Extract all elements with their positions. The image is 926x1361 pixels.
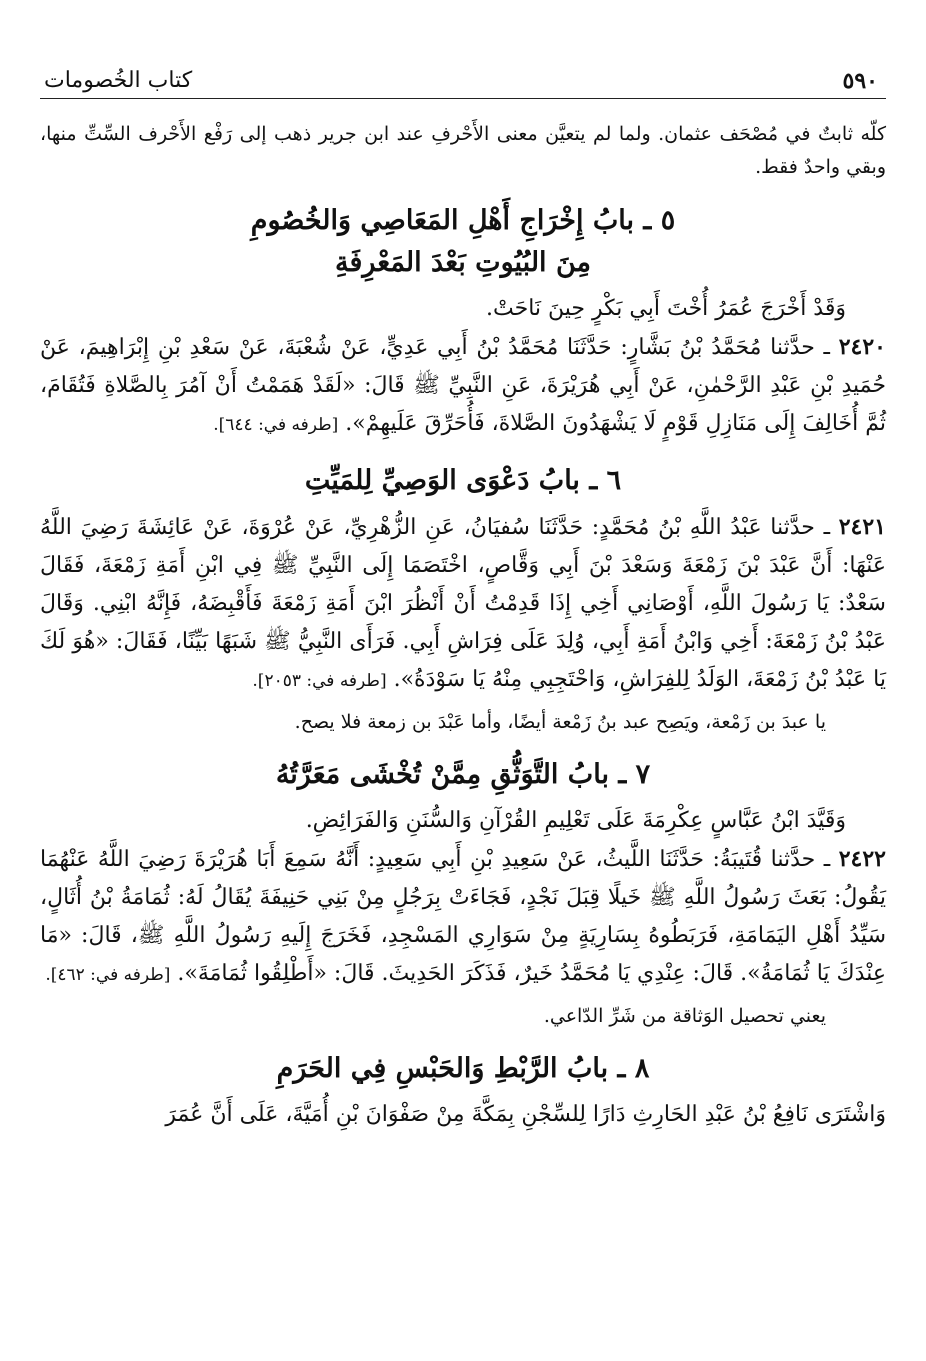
page-content: [40, 118, 886, 1134]
hadith-2422: [40, 840, 886, 994]
hadith-number: ٢٤٢٢: [838, 846, 886, 872]
chapter-title-line: ٦ ـ بابُ دَعْوَى الوَصِيِّ لِلمَيِّتِ: [304, 465, 622, 496]
hadith-text: ـ حدَّثنا مُحَمَّدُ بْنُ بَشَّارٍ: حَدَّثَنَا مُحَمَّدُ بْنُ أَبِي عَدِيٍّ، عَنْ شُعْبَةَ، عَنْ سَعْدِ بْنِ إِبْرَاهِيمَ، عَنْ حُمَيدِ بْنِ عَبْدِ الرَّحْمٰنِ، عَنْ أَبِي هُرَيْرَةَ، عَنِ النَّبِيِّ ﷺ قَالَ: «لَقَدْ هَمَمْتُ أَنْ آمُرَ بِالصَّلاةِ فَتُقَامَ، ثُمَّ أُخَالِفَ إِلَى مَنَازِلِ قَوْمٍ لَا يَشْهَدُونَ الصَّلاةَ، فَأُحَرِّقَ عَلَيهِمْ».: [40, 335, 886, 436]
hadith-text: ـ حدَّثنا قُتَيبَةُ: حَدَّثَنَا اللَّيثُ، عَنْ سَعِيدِ بْنِ أَبِي سَعِيدٍ: أَنَّهُ سَمِعَ أَبَا هُرَيْرَةَ رَضِيَ اللَّهُ عَنْهُمَا يَقُولُ: بَعَثَ رَسُولُ اللَّهِ ﷺ خَيلًا قِبَلَ نَجْدٍ، فَجَاءَتْ بِرَجُلٍ مِنْ بَنِي حَنِيفَةَ يُقَالُ لَهُ: ثُمَامَةُ بْنُ أُثَالٍ، سَيِّدُ أَهْلِ اليَمَامَةِ، فَرَبَطُوهُ بِسَارِيَةٍ مِنْ سَوَارِي المَسْجِدِ، فَخَرَجَ إِلَيهِ رَسُولُ اللَّهِ ﷺ، قَالَ: «مَا عِنْدَكَ يَا ثُمَامَةُ». قَالَ: عِنْدِي يَا مُحَمَّدُ خَيرٌ، فَذَكَرَ الحَدِيثَ. قَالَ: «أَطْلِقُوا ثُمَامَةَ».: [40, 847, 886, 986]
book-page: [40, 0, 886, 1361]
hadith-number: ٢٤٢١: [838, 514, 886, 540]
cross-reference: [طرفه في: ٢٠٥٣].: [252, 671, 387, 691]
chapter-heading-5: [40, 200, 886, 284]
chapter-heading-8: [40, 1048, 886, 1090]
chapter-heading-6: [40, 460, 886, 502]
top-commentary: كلّه ثابتٌ في مُصْحَف عثمان. ولما لم يتعيَّن معنى الأَحْرفِ عند ابن جرير ذهب إلى رَفْع الأَحْرف السِّتِّ منها، وبقي واحدٌ فقط.: [40, 123, 886, 178]
chapter-tarjama-7: وَقَيَّدَ ابْنُ عَبَّاسٍ عِكْرِمَةَ عَلَى تَعْلِيمِ القُرْآنِ وَالسُّنَنِ وَالفَرَائِضِ.: [305, 808, 846, 833]
running-header: [40, 62, 886, 99]
page-number: ٥٩٠: [842, 68, 878, 94]
chapter-title-line: ٨ ـ بابُ الرَّبْطِ وَالحَبْسِ فِي الحَرَمِ: [276, 1053, 650, 1084]
chapter-heading-7: [40, 754, 886, 796]
chapter-tarjama-8: وَاشْتَرَى نَافِعُ بْنُ عَبْدِ الحَارِثِ دَارًا لِلسِّجْنِ بِمَكَّةَ مِنْ صَفْوَانَ بْنِ أُمَيَّةَ، عَلَى أَنَّ عُمَرَ: [165, 1102, 886, 1127]
commentary-note-7: يعني تحصيل الوَثاقة من شَرِّ الدّاعي.: [543, 1005, 826, 1027]
cross-reference: [طرفه في: ٦٤٤].: [213, 415, 339, 435]
cross-reference: [طرفه في: ٤٦٢].: [45, 965, 171, 985]
chapter-title-line: مِنَ البُيُوتِ بَعْدَ المَعْرِفَةِ: [335, 247, 591, 278]
commentary-note-6: يا عبدَ بن زَمْعة، ويَصِح عبد بنُ زَمْعة أيضًا، وأما عَبْدَ بن زمعة فلا يصح.: [294, 711, 826, 733]
chapter-tarjama-5: وَقَدْ أَخْرَجَ عُمَرُ أُخْتَ أَبِي بَكْرٍ حِينَ نَاحَتْ.: [486, 296, 846, 321]
chapter-title-line: ٧ ـ بابُ التَّوَثُّقِ مِمَّنْ تُخْشَى مَعَرَّتُهُ: [275, 759, 651, 790]
hadith-number: ٢٤٢٠: [838, 334, 886, 360]
book-title: كتاب الخُصومات: [44, 68, 193, 93]
hadith-text: ـ حدَّثنا عَبْدُ اللَّهِ بْنُ مُحَمَّدٍ: حَدَّثَنَا سُفيَانُ، عَنِ الزُّهْرِيِّ، عَنْ عُرْوَةَ، عَنْ عَائِشَةَ رَضِيَ اللَّهُ عَنْهَا: أَنَّ عَبْدَ بْنَ زَمْعَةَ وَسَعْدَ بْنَ أَبِي وَقَّاصٍ، اخْتَصَمَا إِلَى النَّبِيِّ ﷺ فِي ابْنِ أَمَةِ زَمْعَةَ، فَقَالَ سَعْدٌ: يَا رَسُولَ اللَّهِ، أَوْصَانِي أَخِي إِذَا قَدِمْتُ أَنْ أَنْظُرَ ابْنَ أَمَةِ زَمْعَةَ فَأَقْبِضَهُ، فَإِنَّهُ ابْنِي. وَقَالَ عَبْدُ بْنُ زَمْعَةَ: أَخِي وَابْنُ أَمَةِ أَبِي، وُلِدَ عَلَى فِرَاشِ أَبِي. فَرَأَى النَّبِيُّ ﷺ شَبَهًا بَيِّنًا، فَقَالَ: «هُوَ لَكَ يَا عَبْدُ بْنُ زَمْعَةَ، الوَلَدُ لِلفِرَاشِ، وَاحْتَجِبِي مِنْهُ يَا سَوْدَةُ».: [40, 515, 886, 692]
chapter-title-line: ٥ ـ بابُ إِخْرَاجِ أَهْلِ المَعَاصِي وَالخُصُومِ: [250, 205, 676, 236]
hadith-2421: [40, 508, 886, 700]
hadith-2420: [40, 328, 886, 444]
